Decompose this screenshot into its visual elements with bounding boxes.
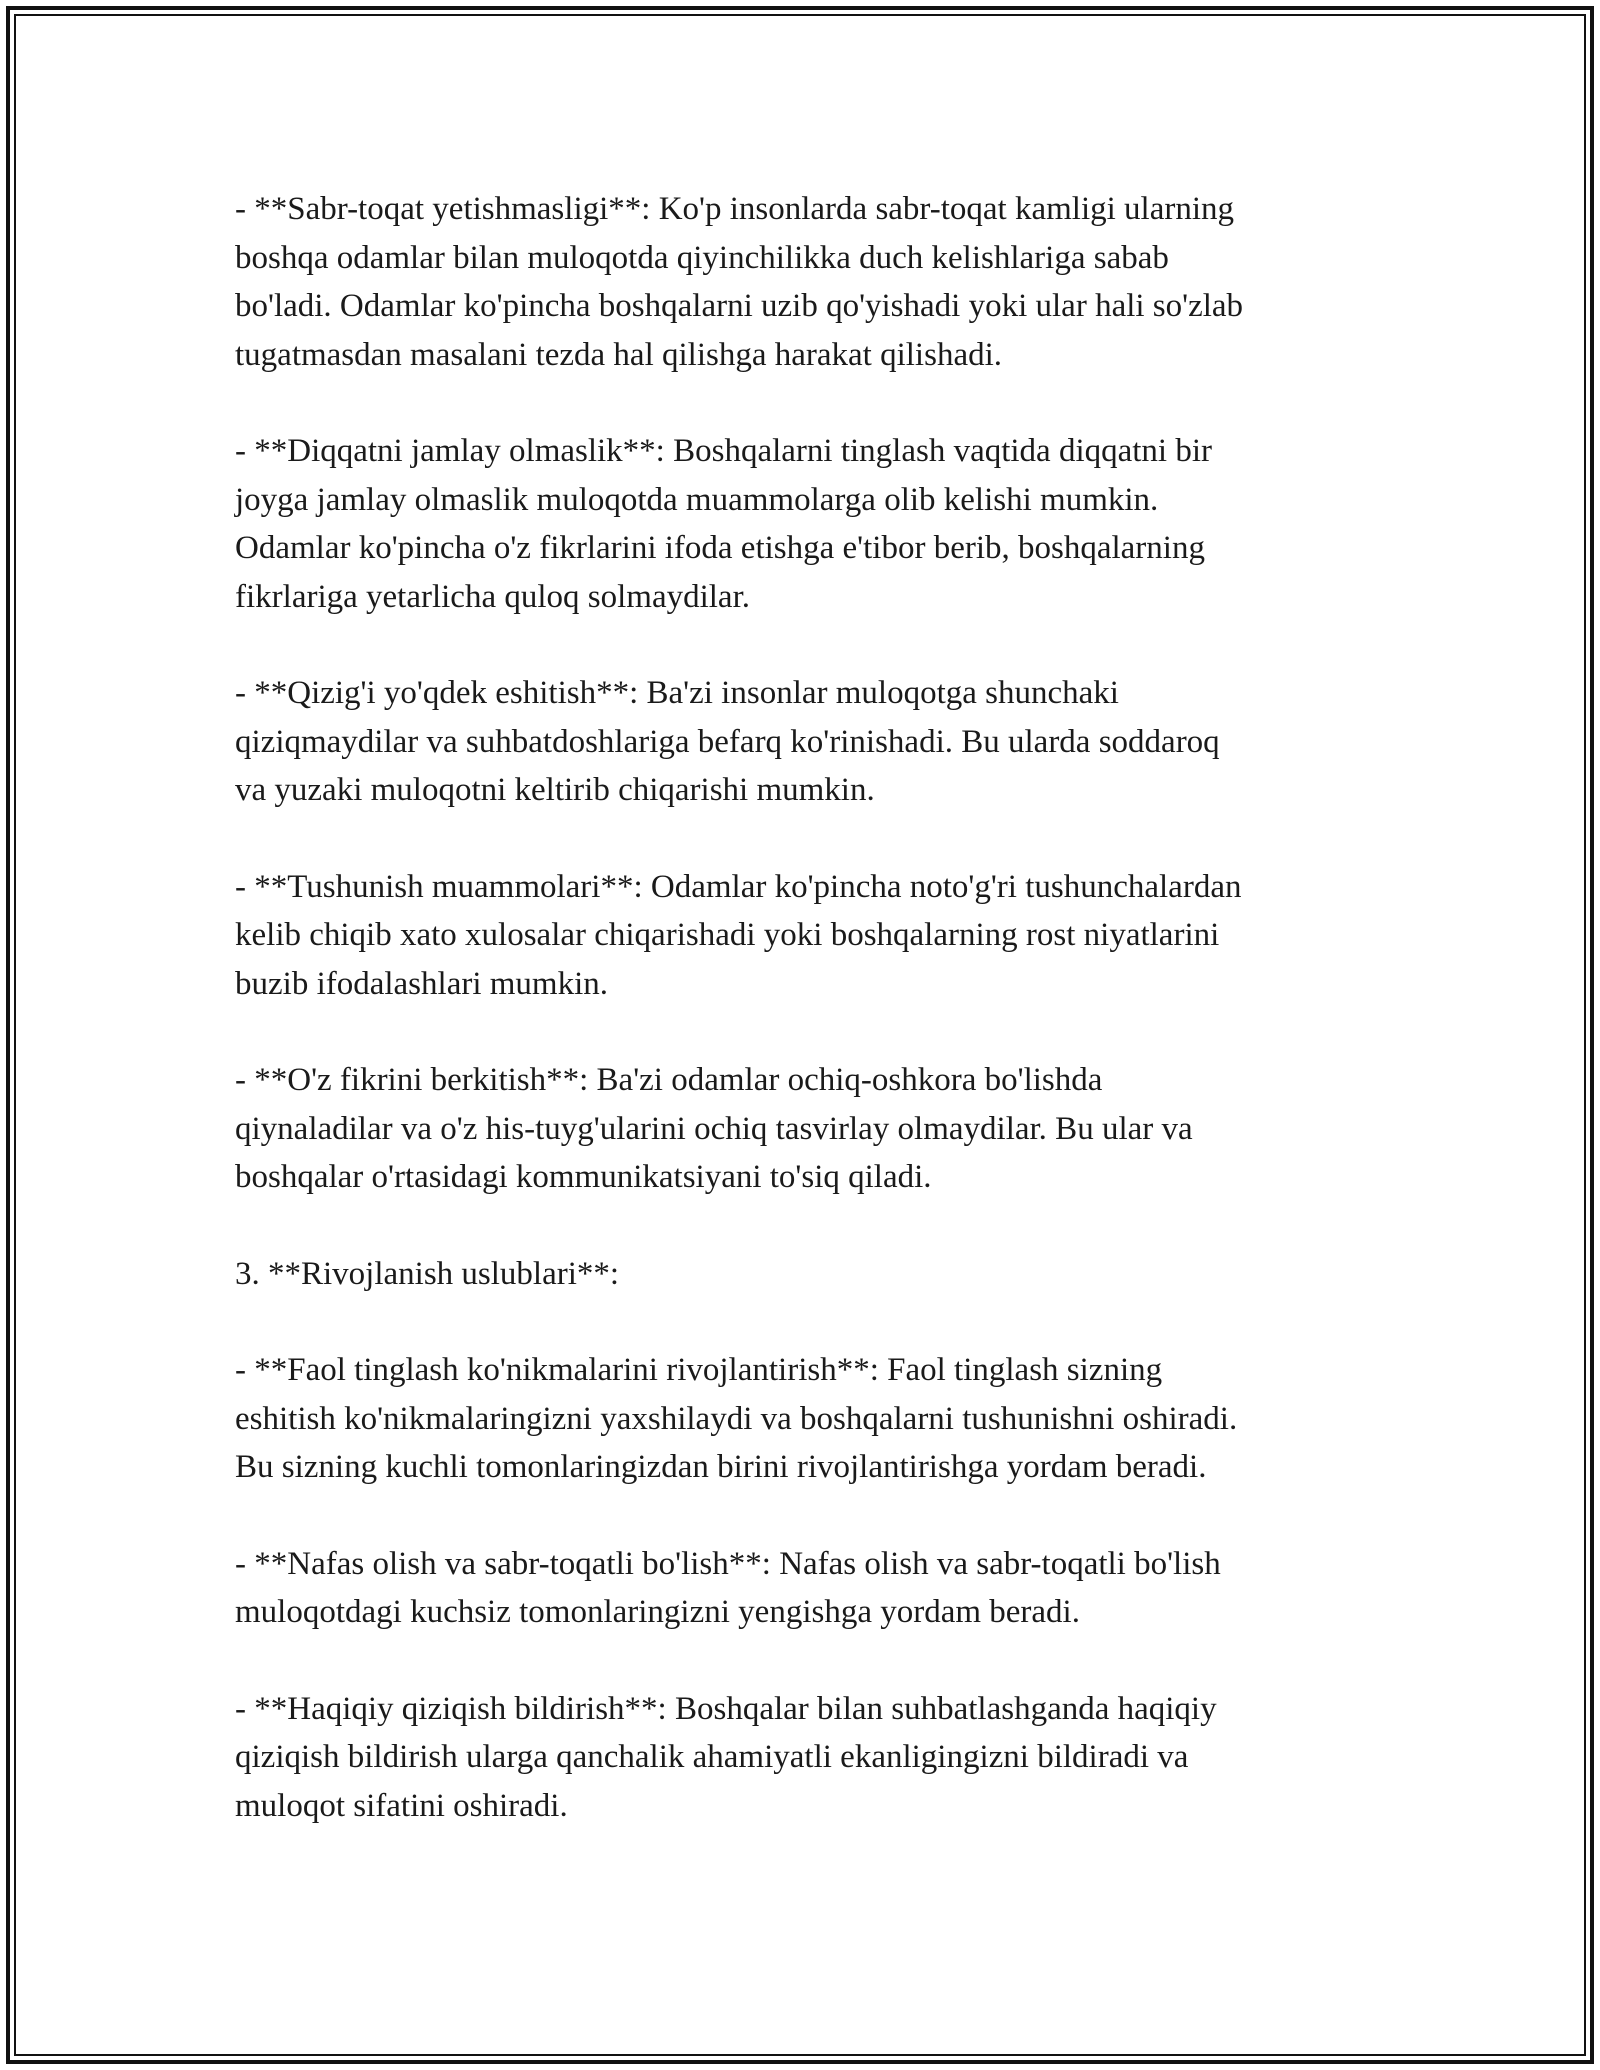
paragraph-interest: - **Qizig'i yo'qdek eshitish**: Ba'zi insonlar muloqotga shunchaki qiziqmaydilar va suhbatdoshlariga befarq ko'rinishadi. Bu ularda soddaroq va yuzaki muloqotni keltirib chiqarishi mumkin.: [235, 675, 1220, 808]
document-body: [235, 185, 1385, 1878]
paragraph-focus: - **Diqqatni jamlay olmaslik**: Boshqalarni tinglash vaqtida diqqatni bir joyga jamlay olmaslik muloqotda muammolarga olib kelishi mumkin. Odamlar ko'pincha o'z fikrlarini ifoda etishga e'tibor berib, boshqalarning fikrlariga yetarlicha quloq solmaydilar.: [235, 433, 1213, 615]
paragraph-openness: - **O'z fikrini berkitish**: Ba'zi odamlar ochiq-oshkora bo'lishda qiynaladilar va o'z his-tuyg'ularini ochiq tasvirlay olmaydilar. Bu ular va boshqalar o'rtasidagi kommunikatsiyani to'siq qiladi.: [235, 1062, 1193, 1195]
paragraph-patience: - **Sabr-toqat yetishmasligi**: Ko'p insonlarda sabr-toqat kamligi ularning boshqa odamlar bilan muloqotda qiyinchilikka duch kelishlariga sabab bo'ladi. Odamlar ko'pincha boshqalarni uzib qo'yishadi yoki ular hali so'zlab tugatmasdan masalani tezda hal qilishga harakat qilishadi.: [235, 191, 1244, 373]
section-heading-development: 3. **Rivojlanish uslublari**:: [235, 1255, 620, 1292]
paragraph-active-listening: - **Faol tinglash ko'nikmalarini rivojlantirish**: Faol tinglash sizning eshitish ko'nikmalaringizni yaxshilaydi va boshqalarni tushunishni oshiradi. Bu sizning kuchli tomonlaringizdan birini rivojlantirishga yordam beradi.: [235, 1352, 1238, 1485]
paragraph-breathing: - **Nafas olish va sabr-toqatli bo'lish**: Nafas olish va sabr-toqatli bo'lish muloqotdagi kuchsiz tomonlaringizni yengishga yordam beradi.: [235, 1545, 1221, 1630]
paragraph-understanding: - **Tushunish muammolari**: Odamlar ko'pincha noto'g'ri tushunchalardan kelib chiqib xato xulosalar chiqarishadi yoki boshqalarning rost niyatlarini buzib ifodalashlari mumkin.: [235, 868, 1242, 1002]
paragraph-genuine-interest: - **Haqiqiy qiziqish bildirish**: Boshqalar bilan suhbatlashganda haqiqiy qiziqish bildirish ularga qanchalik ahamiyatli ekanligingizni bildiradi va muloqot sifatini oshiradi.: [235, 1690, 1217, 1824]
